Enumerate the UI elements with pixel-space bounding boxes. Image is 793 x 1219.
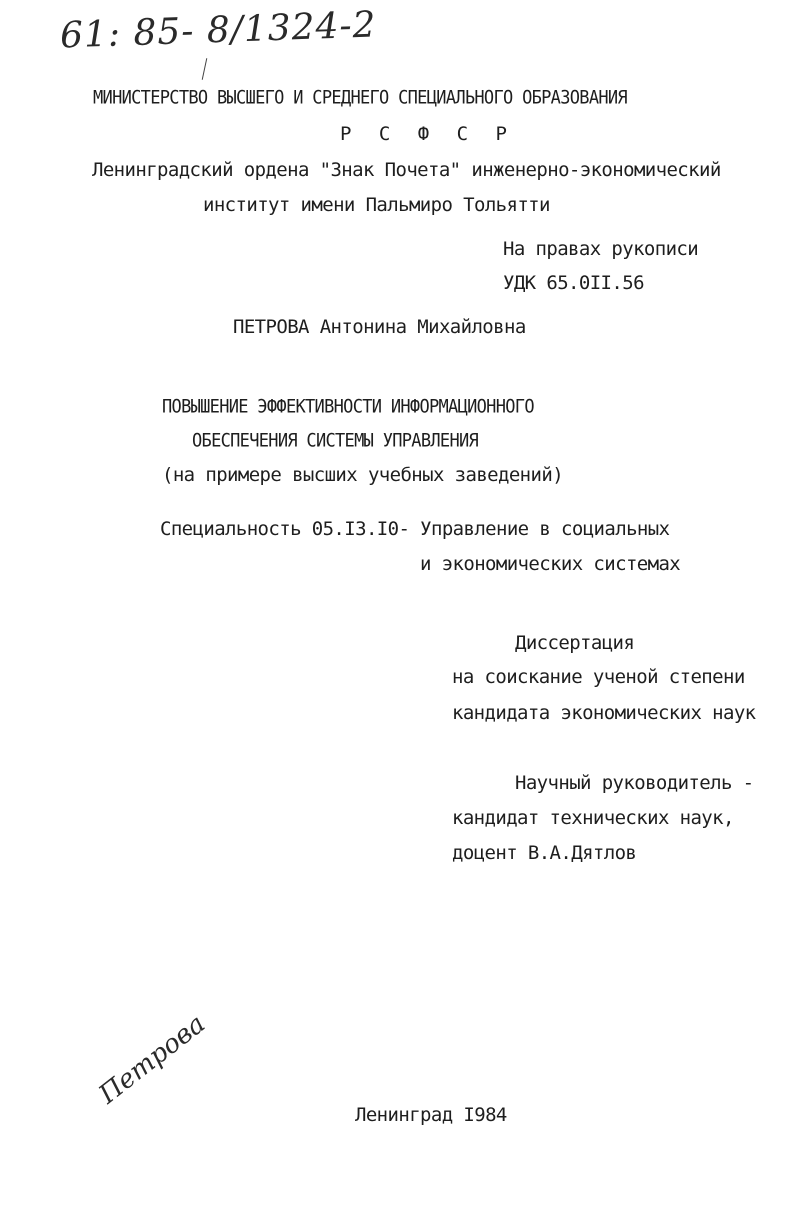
degree-line2: кандидата экономических наук	[452, 702, 756, 724]
archive-number: 61: 85- 8/1324-2	[59, 4, 378, 57]
supervisor-label: Научный руководитель -	[515, 772, 754, 794]
degree-line1: на соискание ученой степени	[452, 666, 745, 688]
ministry-heading: МИНИСТЕРСТВО ВЫСШЕГО И СРЕДНЕГО СПЕЦИАЛЬНОГО ОБРАЗОВАНИЯ	[93, 86, 627, 110]
thesis-title-line2: ОБЕСПЕЧЕНИЯ СИСТЕМЫ УПРАВЛЕНИЯ	[192, 429, 479, 453]
manuscript-rights: На правах рукописи	[503, 238, 699, 260]
author-signature: Петрова	[93, 1008, 212, 1110]
supervisor-name: доцент В.А.Дятлов	[452, 842, 637, 864]
specialty-line1: Специальность 05.I3.I0- Управление в социальных	[160, 518, 670, 540]
thesis-title-line3: (на примере высших учебных заведений)	[162, 464, 564, 486]
institute-name-line2: институт имени Пальмиро Тольятти	[203, 194, 550, 216]
thesis-title-line1: ПОВЫШЕНИЕ ЭФФЕКТИВНОСТИ ИНФОРМАЦИОННОГО	[162, 395, 534, 419]
specialty-line2: и экономических системах	[420, 553, 681, 575]
republic-heading: Р С Ф С Р	[340, 123, 515, 145]
city-year: Ленинград I984	[355, 1104, 507, 1126]
dissertation-label: Диссертация	[515, 632, 635, 654]
author-name: ПЕТРОВА Антонина Михайловна	[233, 316, 526, 338]
institute-name-line1: Ленинградский ордена "Знак Почета" инженерно-экономический	[92, 159, 721, 181]
supervisor-degree: кандидат технических наук,	[452, 807, 734, 829]
pen-mark	[202, 58, 208, 80]
udc-code: УДК 65.0II.56	[503, 272, 644, 294]
